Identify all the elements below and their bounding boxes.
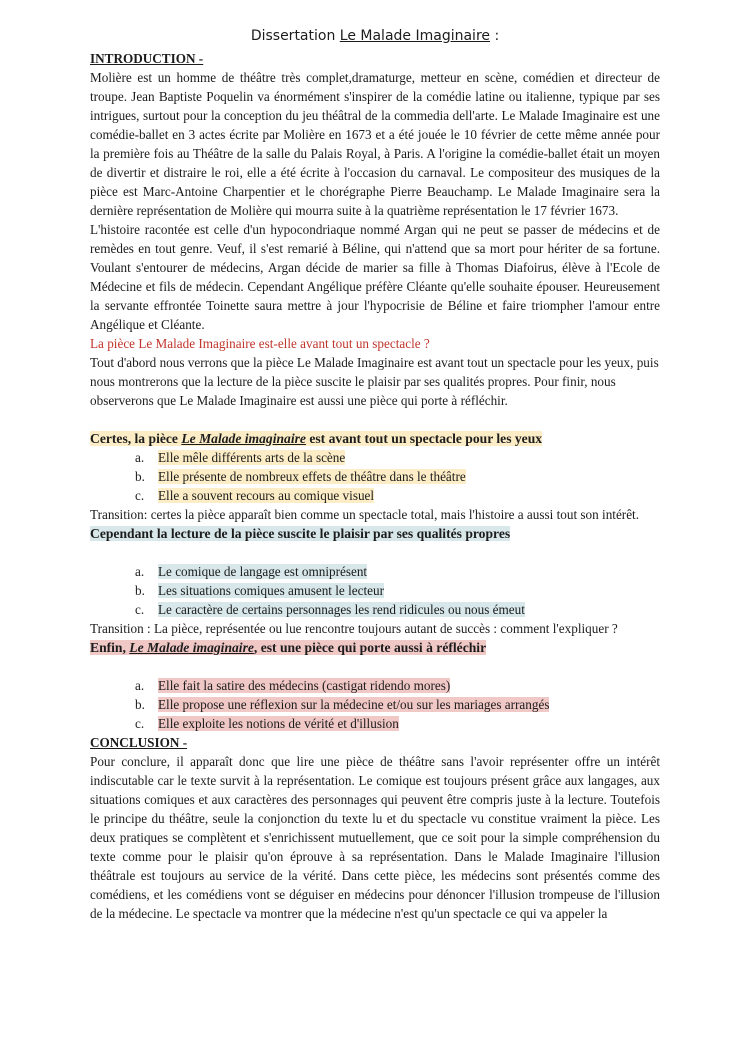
part2-list [90, 562, 660, 619]
part2-heading: Cependant la lecture de la pièce suscite le plaisir par ses qualités propres [90, 526, 511, 541]
part1-heading: Certes, la pièce Le Malade imaginaire est avant tout un spectacle pour les yeux [90, 431, 543, 446]
title-work: Le Malade Imaginaire [339, 28, 491, 44]
part3-heading: Enfin, Le Malade imaginaire, est une pièce qui porte aussi à réfléchir [90, 640, 487, 655]
part1-list [90, 448, 660, 505]
part3-list [90, 676, 660, 733]
document-title [0, 28, 750, 44]
title-prefix: Dissertation [250, 28, 340, 44]
transition-1: Transition: certes la pièce apparaît bien comme un spectacle total, mais l'histoire a aussi tout son intérêt. [90, 507, 640, 522]
conclusion-heading: CONCLUSION - [90, 735, 188, 750]
list-item: a. Elle fait la satire des médecins (castigat ridendo mores) [135, 678, 451, 693]
list-item: c. Elle a souvent recours au comique visuel [135, 488, 375, 503]
intro-heading: INTRODUCTION - [90, 51, 204, 66]
list-item: c. Le caractère de certains personnages les rend ridicules ou nous émeut [135, 602, 525, 617]
list-item: b. Elle présente de nombreux effets de théâtre dans le théâtre [135, 469, 466, 484]
list-item: c. Elle exploite les notions de vérité et d'illusion [135, 716, 399, 731]
title-suffix: : [490, 28, 500, 44]
intro-paragraph-1: Molière est un homme de théâtre très complet,dramaturge, metteur en scène, comédien et directeur de troupe. Jean Baptiste Poquelin va énormément s'inspirer de la comédie latine ou italienne, typique par ses intrigues, surtout pour la conception du jeu théâtral de la commedia dell'arte. Le Malade Imaginaire est une comédie-ballet en 3 actes écrite par Molière en 1673 et a été jouée le 10 février de cette même année pour la première fois au Théâtre de la salle du Palais Royal, à Paris. A l'origine la comédie-ballet était un moyen de divertir et distraire le roi, elle a été écrite à l'occasion du carnaval. Le compositeur des musiques de la pièce est Marc-Antoine Charpentier et le chorégraphe Pierre Beauchamp. Le Malade Imaginaire sera la dernière représentation de Molière qui mourra suite à la quatrième représentation le 17 février 1673. [90, 70, 660, 218]
list-item: b. Elle propose une réflexion sur la médecine et/ou sur les mariages arrangés [135, 697, 550, 712]
list-item: a. Elle mêle différents arts de la scène [135, 450, 346, 465]
transition-2: Transition : La pièce, représentée ou lue rencontre toujours autant de succès : comment l'expliquer ? [90, 621, 618, 636]
list-item: b. Les situations comiques amusent le lecteur [135, 583, 384, 598]
conclusion-paragraph: Pour conclure, il apparaît donc que lire une pièce de théâtre sans l'avoir représenter offre un intérêt indiscutable car le texte survit à la représentation. Le comique est toujours présent grâce aux langages, aux situations comiques et aux caractères des personnages qui peuvent être compris juste à la lecture. Toutefois le principe du théâtre, seule la conjonction du texte lu et du spectacle vu constitue vraiment la pièce. Les deux pratiques se complètent et s'enrichissent mutuellement, que ce soit pour la simple compréhension du texte comme pour le plaisir qu'on éprouve à sa représentation. Dans le Malade Imaginaire l'illusion théâtrale est toujours au service de la vérité. Dans cette pièce, les médecins sont présentés comme des comédiens, et les comédiens vont se déguiser en médecins pour dénoncer l'illusion trompeuse de l'illusion de la médecine. Le spectacle va montrer que la médecine n'est qu'un spectacle ce qui va appeler la [90, 754, 660, 921]
list-item: a. Le comique de langage est omniprésent [135, 564, 368, 579]
problematic-question: La pièce Le Malade Imaginaire est-elle avant tout un spectacle ? [90, 336, 430, 351]
document-body [90, 49, 660, 923]
intro-paragraph-2: L'histoire racontée est celle d'un hypocondriaque nommé Argan qui ne peut se passer de médecins et de remèdes en tout genre. Veuf, il s'est remarié à Béline, qui n'attend que sa mort pour hériter de sa fortune. Voulant s'entourer de médecins, Argan décide de marier sa fille à Thomas Diafoirus, élève à l'Ecole de Médecine et fils de médecin. Cependant Angélique préfère Cléante qu'elle souhaite épouser. Heureusement la servante effrontée Toinette saura mettre à jour l'hypocrisie de Béline et faire triompher l'amour entre Angélique et Cléante. [90, 222, 660, 332]
intro-plan: Tout d'abord nous verrons que la pièce Le Malade Imaginaire est avant tout un spectacle pour les yeux, puis nous montrerons que la lecture de la pièce suscite le plaisir par ses qualités propres. Pour finir, nous observerons que Le Malade Imaginaire est aussi une pièce qui porte à réfléchir. [90, 355, 659, 408]
